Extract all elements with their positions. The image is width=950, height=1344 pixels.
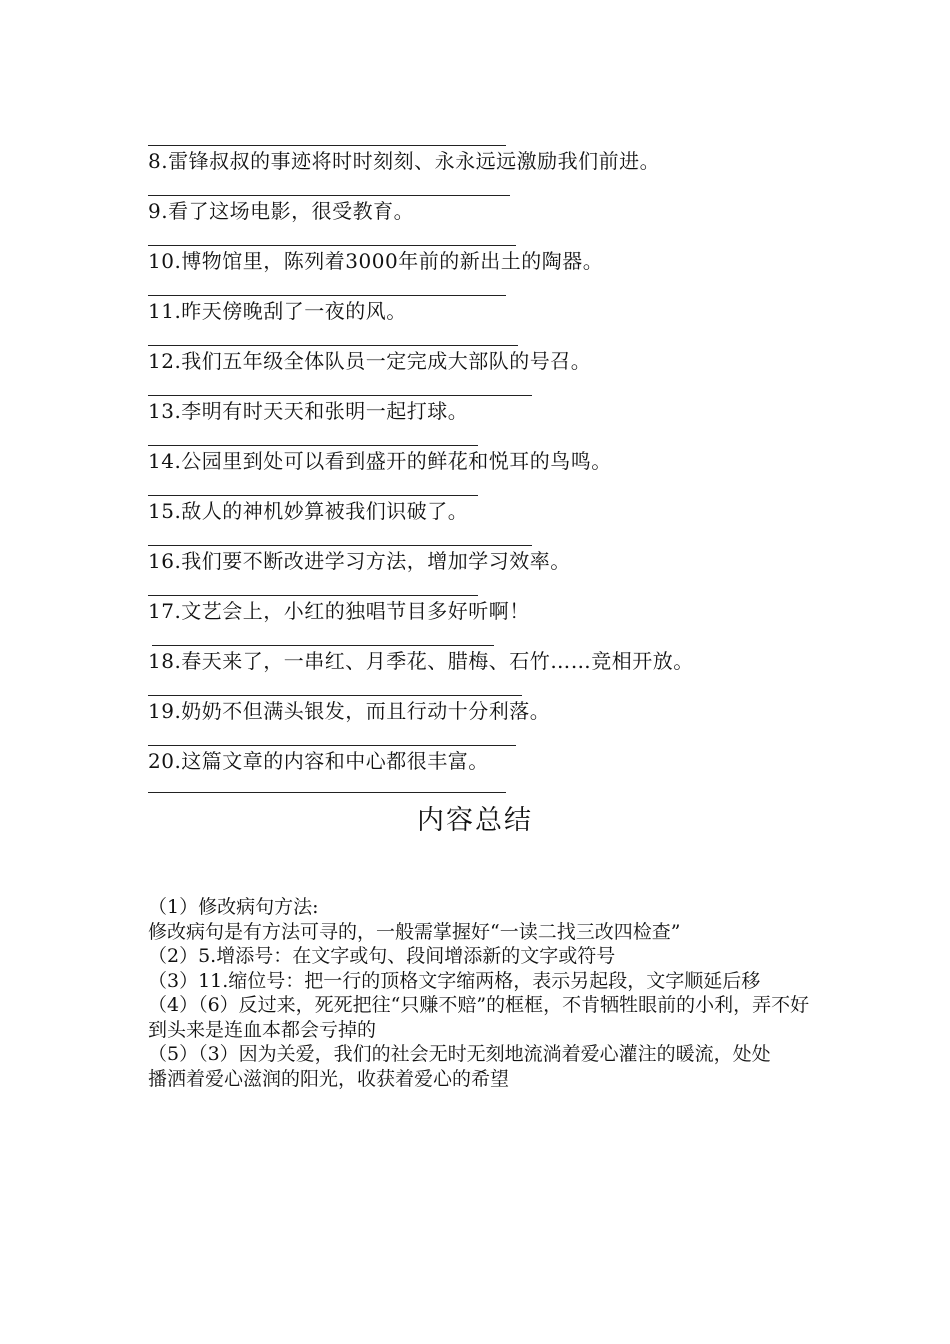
answer-line <box>148 195 510 196</box>
summary-paragraph: 修改病句是有方法可寻的，一般需掌握好“一读二找三改四检查” <box>148 920 681 943</box>
answer-line <box>148 695 522 696</box>
answer-line <box>148 745 516 746</box>
exercise-item: 20.这篇文章的内容和中心都很丰富。 <box>148 749 489 773</box>
answer-line <box>148 295 506 296</box>
summary-body <box>148 895 808 1091</box>
answer-line <box>148 545 532 546</box>
exercise-item: 13.李明有时天天和张明一起打球。 <box>148 399 469 423</box>
exercise-item: 10.博物馆里，陈列着3000年前的新出土的陶器。 <box>148 249 604 273</box>
summary-paragraph: （3）11.缩位号：把一行的顶格文字缩两格，表示另起段，文字顺延后移 <box>148 969 761 992</box>
answer-line <box>148 792 506 793</box>
exercise-item: 9.看了这场电影，很受教育。 <box>148 199 415 223</box>
exercise-item: 15.敌人的神机妙算被我们识破了。 <box>148 499 469 523</box>
summary-paragraph: （4）（6）反过来，死死把往“只赚不赔”的框框，不肯牺牲眼前的小利，弄不好到头来是连血本都会亏掉的 <box>148 994 810 1041</box>
exercise-item: 8.雷锋叔叔的事迹将时时刻刻、永永远远激励我们前进。 <box>148 149 661 173</box>
exercise-item: 12.我们五年级全体队员一定完成大部队的号召。 <box>148 349 592 373</box>
exercise-item: 11.昨天傍晚刮了一夜的风。 <box>148 299 407 323</box>
exercise-item: 16.我们要不断改进学习方法，增加学习效率。 <box>148 549 571 573</box>
answer-line <box>148 395 532 396</box>
answer-line <box>148 345 518 346</box>
exercise-item: 19.奶奶不但满头银发，而且行动十分利落。 <box>148 699 551 723</box>
summary-title: 内容总结 <box>417 805 533 836</box>
exercise-item: 18.春天来了，一串红、月季花、腊梅、石竹……竞相开放。 <box>148 649 694 673</box>
summary-paragraph: （5）（3）因为关爱，我们的社会无时无刻地流淌着爱心灌注的暖流，处处播洒着爱心滋润的阳光，收获着爱心的希望 <box>148 1043 771 1090</box>
summary-paragraph: （1）修改病句方法: <box>148 896 319 918</box>
answer-line <box>148 445 478 446</box>
exercise-item: 14.公园里到处可以看到盛开的鲜花和悦耳的鸟鸣。 <box>148 449 612 473</box>
summary-paragraph: （2）5.增添号：在文字或句、段间增添新的文字或符号 <box>148 945 616 967</box>
exercise-item: 17.文艺会上，小红的独唱节目多好听啊！ <box>148 599 530 623</box>
answer-line <box>148 245 516 246</box>
answer-line <box>148 595 478 596</box>
answer-line <box>148 145 506 146</box>
answer-line <box>148 495 478 496</box>
answer-line <box>152 645 494 646</box>
